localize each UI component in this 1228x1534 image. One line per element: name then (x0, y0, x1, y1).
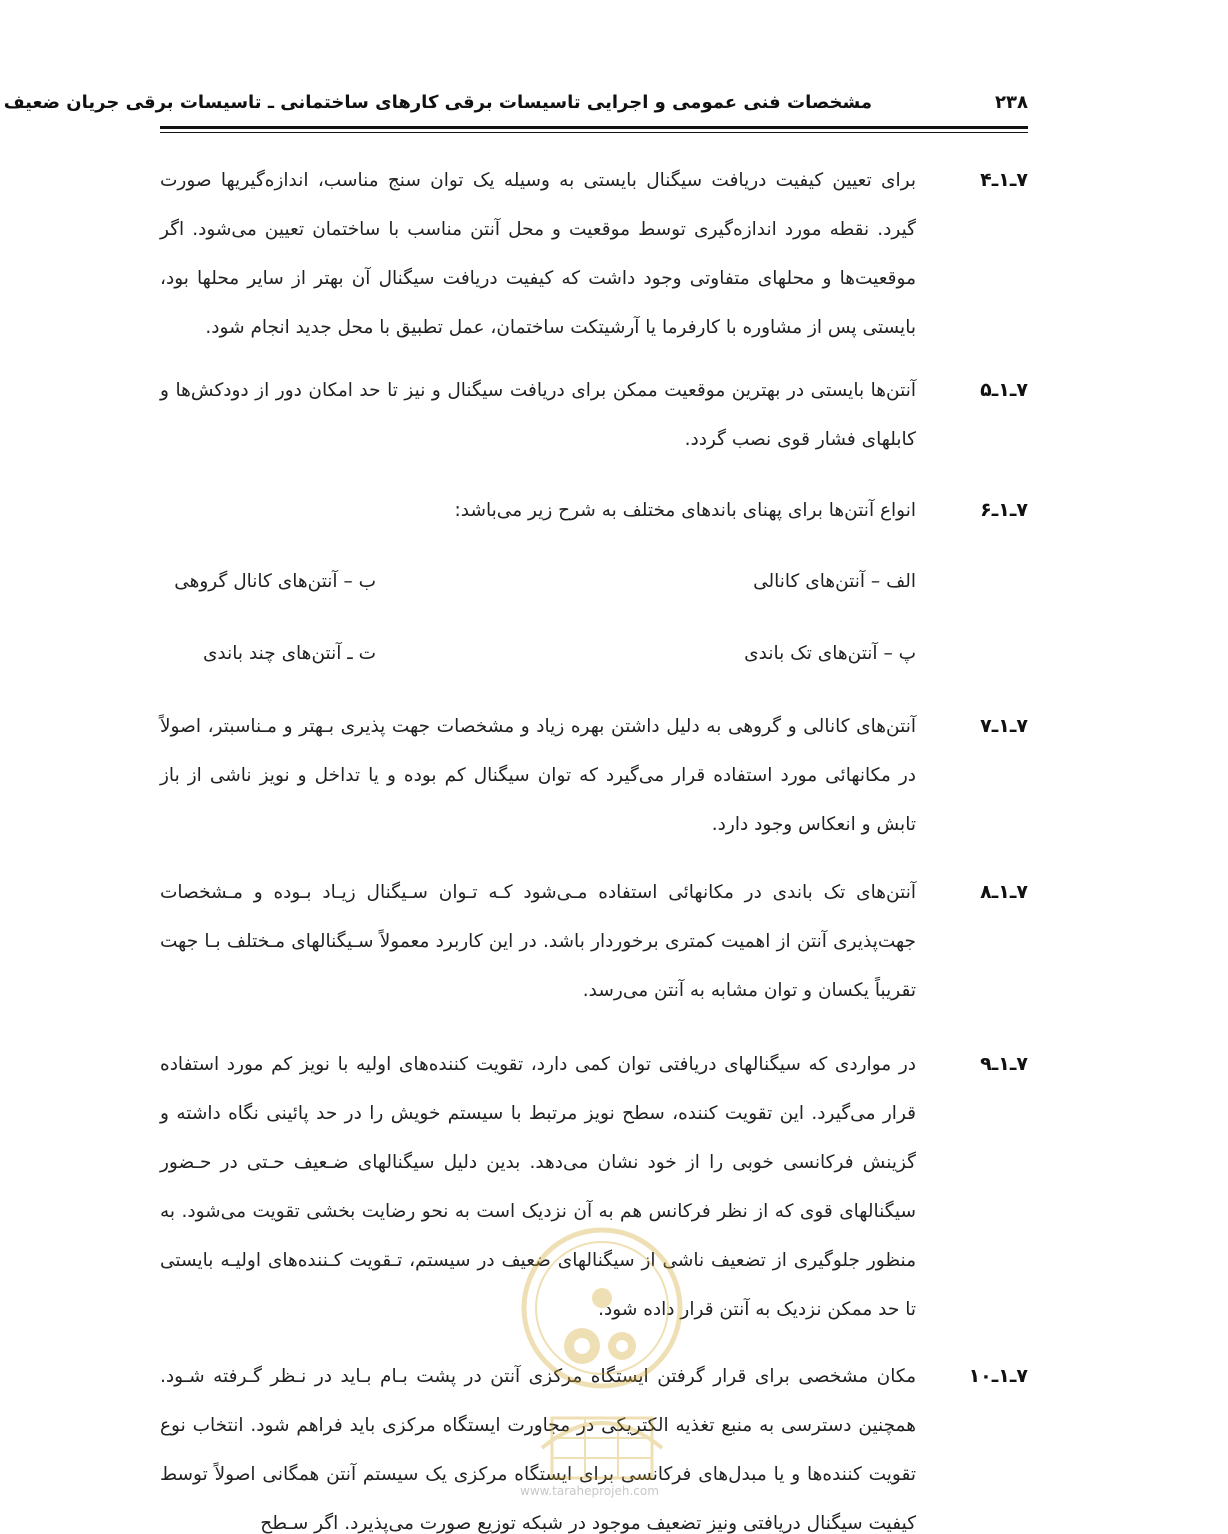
antenna-types-row-1 (160, 562, 1028, 602)
watermark-text: www.taraheprojeh.com (520, 1484, 659, 1498)
section-number: ۷ـ۱ـ۴ (980, 169, 1028, 191)
section-text: آنتن‌های کانالی و گروهی به دلیل داشتن بهره زیاد و مشخصات جهت پذیری بـهتر و مـناسبتر، اصولاً در مکانهائی مورد استفاده قرار می‌گیرد که توان سیگنال کم بوده و یا تداخل و نویز ناشی از باز تابش و انعکاس وجود دارد. (160, 716, 916, 835)
list-item: ت ـ آنتن‌های چند باندی (202, 643, 376, 664)
watermark-seal-icon (512, 1218, 692, 1518)
section-7-1-8 (160, 868, 1028, 1018)
page-number: ۲۳۸ (995, 92, 1028, 113)
page-header (3, 88, 1028, 128)
section-number: ۷ـ۱ـ۵ (980, 379, 1028, 401)
antenna-types-row-2 (160, 634, 1028, 674)
section-text: آنتن‌ها بایستی در بهترین موقعیت ممکن برای دریافت سیگنال و نیز تا حد امکان دور از دودکش‌ها و کابلهای فشار قوی نصب گردد. (160, 380, 916, 450)
section-number: ۷ـ۱ـ۹ (980, 1053, 1028, 1075)
header-rule-thin (160, 132, 1028, 133)
list-item: الف – آنتن‌های کانالی (753, 571, 916, 592)
section-number: ۷ـ۱ـ۸ (980, 881, 1028, 903)
section-7-1-5 (160, 366, 1028, 466)
section-text: در مواردی که سیگنالهای دریافتی توان کمی دارد، تقویت کننده‌های اولیه با نویز کم مورد استفاده قرار می‌گیرد. این تقویت کننده، سطح نویز مرتبط با سیستم خویش را در حد پائینی نگاه داشته و گزینش فرکانسی خوبی را از خود نشان می‌دهد. بدین دلیل سیگنالهای ضـعیف حـتی در حـضور سیگنالهای قوی که از نظر فرکانس هم به آن نزدیک است به نحو رضایت بخشی تقویت می‌شود. به منظور جلوگیری از تضعیف ناشی از سیگنالهای ضعیف در سیستم، تـقویت کـننده‌های اولیـه بایستی تا حد ممکن نزدیک به آنتن قرار داده شود. (160, 1054, 916, 1320)
section-number: ۷ـ۱ـ۷ (980, 715, 1028, 737)
section-text: برای تعیین کیفیت دریافت سیگنال بایستی به وسیله یک توان سنج مناسب، اندازه‌گیریها صورت گیرد. نقطه مورد اندازه‌گیری توسط موقعیت و محل آنتن مناسب با ساختمان تعیین می‌شود. اگر موقعیت‌ها و محلهای متفاوتی وجود داشت که کیفیت دریافت سیگنال آن بهتر از سایر محلها بود، بایستی پس از مشاوره با کارفرما یا آرشیتکت ساختمان، عمل تطبیق با محل جدید انجام شود. (160, 170, 916, 338)
section-7-1-7 (160, 702, 1028, 852)
list-item: پ – آنتن‌های تک باندی (744, 643, 916, 664)
section-text: آنتن‌های تک باندی در مکانهائی استفاده مـی‌شود کـه تـوان سـیگنال زیـاد بـوده و مـشخصات جهت‌پذیری آنتن از اهمیت کمتری برخوردار باشد. در این کاربرد معمولاً سـیگنالهای مـختلف بـا جهت تقریباً یکسان و توان مشابه به آنتن می‌رسد. (160, 882, 916, 1001)
section-text: مکان مشخصی برای قرار گرفتن ایستگاه مرکزی آنتن در پشت بـام بـاید در نـظر گـرفته شـود. همچنین دسترسی به منبع تغذیه الکتریکی در مجاورت ایستگاه مرکزی باید فراهم شود. انتخاب نوع تقویت کننده‌ها و یا مبدل‌های فرکانسی برای ایستگاه مرکزی یک سیستم آنتن همگانی اصولاً توسط کیفیت سیگنال دریافتی ونیز تضعیف موجود در شبکه توزیع صورت می‌پذیرد. اگر سـطح (160, 1366, 916, 1534)
section-text: انواع آنتن‌ها برای پهنای باندهای مختلف به شرح زیر می‌باشد: (454, 500, 916, 521)
running-title: مشخصات فنی عمومی و اجرایی تاسیسات برقی کارهای ساختمانی ـ تاسیسات برقی جریان ضعیف (3, 92, 872, 113)
section-7-1-6 (160, 486, 1028, 536)
header-rule-thick (160, 126, 1028, 129)
section-number: ۷ـ۱ـ۶ (980, 499, 1028, 521)
list-item: ب – آنتن‌های کانال گروهی (174, 571, 376, 592)
section-7-1-4 (160, 156, 1028, 356)
section-number: ۷ـ۱ـ۱۰ (968, 1365, 1028, 1387)
